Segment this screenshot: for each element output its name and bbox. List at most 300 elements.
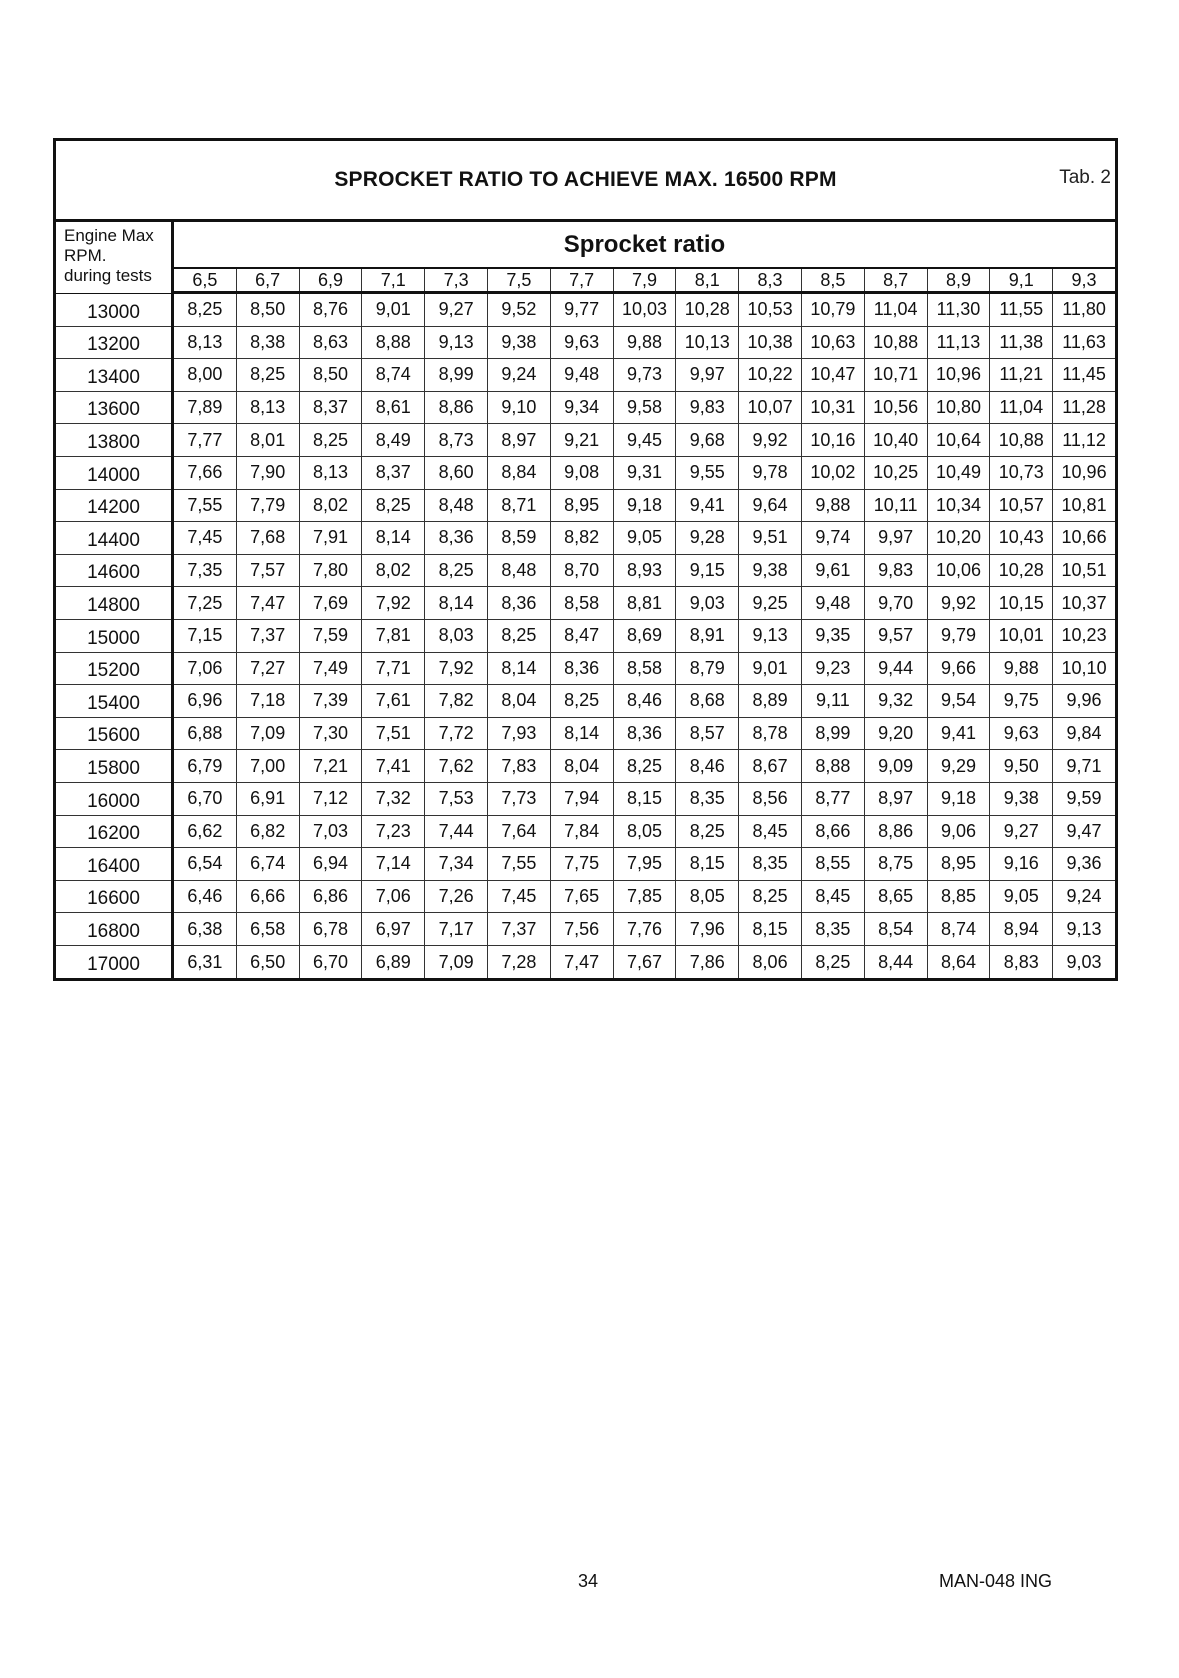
rpm-cell: 13600 — [56, 392, 171, 425]
rpm-cell: 14400 — [56, 522, 171, 555]
table-cell: 9,59 — [1066, 788, 1102, 809]
table-cell: 7,21 — [300, 750, 363, 782]
table-cell: 8,47 — [551, 620, 614, 652]
table-row — [174, 653, 1115, 686]
table-cell: 10,28 — [676, 294, 739, 326]
table-cell: 8,04 — [551, 750, 614, 782]
table-cell: 7,73 — [488, 783, 551, 815]
table-cell: 10,02 — [802, 457, 865, 489]
table-cell: 8,25 — [425, 555, 488, 587]
table-cell: 10,34 — [928, 490, 991, 522]
table-cell: 9,97 — [865, 522, 928, 554]
table-cell: 6,38 — [174, 913, 237, 945]
table-cell: 7,44 — [425, 816, 488, 848]
table-cell: 7,53 — [425, 783, 488, 815]
rpm-cell: 16200 — [56, 816, 171, 849]
table-cell: 11,80 — [1062, 299, 1106, 320]
table-cell: 9,29 — [928, 750, 991, 782]
ratio-header-cell: 8,3 — [739, 269, 802, 291]
table-cell: 11,04 — [865, 294, 928, 326]
table-cell: 6,66 — [237, 881, 300, 913]
table-cell: 8,25 — [551, 685, 614, 717]
table-cell: 7,56 — [551, 913, 614, 945]
ratio-header-cell: 8,9 — [928, 269, 991, 291]
table-cell: 7,82 — [425, 685, 488, 717]
table-cell: 8,99 — [425, 359, 488, 391]
table-cell: 8,06 — [739, 946, 802, 979]
table-cell: 7,25 — [174, 587, 237, 619]
table-cell: 11,04 — [990, 392, 1053, 424]
rpm-header-line: Engine Max — [64, 226, 154, 245]
table-cell: 7,32 — [362, 783, 425, 815]
table-cell: 7,61 — [362, 685, 425, 717]
table-row — [174, 359, 1115, 392]
table-cell: 9,78 — [739, 457, 802, 489]
table-cell: 8,15 — [739, 913, 802, 945]
table-cell: 9,92 — [928, 587, 991, 619]
table-cell: 7,37 — [237, 620, 300, 652]
table-cell: 7,64 — [488, 816, 551, 848]
table-cell: 7,85 — [614, 881, 677, 913]
table-cell: 8,60 — [425, 457, 488, 489]
table-cell: 10,13 — [676, 327, 739, 359]
data-rows — [174, 294, 1115, 978]
table-cell: 10,20 — [928, 522, 991, 554]
table-cell: 10,79 — [802, 294, 865, 326]
table-cell: 10,66 — [1061, 527, 1107, 548]
rpm-cell: 15600 — [56, 718, 171, 751]
table-row — [174, 750, 1115, 783]
table-row — [174, 685, 1115, 718]
table-cell: 9,88 — [990, 653, 1053, 685]
table-cell: 7,49 — [300, 653, 363, 685]
table-cell: 10,49 — [928, 457, 991, 489]
table-cell: 9,50 — [990, 750, 1053, 782]
table-cell: 7,26 — [425, 881, 488, 913]
table-cell: 9,38 — [488, 327, 551, 359]
table-cell: 9,52 — [488, 294, 551, 326]
table-cell: 8,25 — [362, 490, 425, 522]
rpm-cell: 13400 — [56, 359, 171, 392]
table-cell: 9,16 — [990, 848, 1053, 880]
table-cell: 8,14 — [551, 718, 614, 750]
sprocket-ratio-table — [53, 138, 1118, 981]
table-cell: 9,92 — [739, 424, 802, 456]
table-body — [56, 222, 1115, 978]
table-cell: 8,48 — [425, 490, 488, 522]
table-cell: 10,56 — [865, 392, 928, 424]
table-cell: 9,70 — [865, 587, 928, 619]
table-cell: 9,34 — [551, 392, 614, 424]
table-cell: 8,95 — [551, 490, 614, 522]
table-cell: 7,17 — [425, 913, 488, 945]
table-cell: 9,20 — [865, 718, 928, 750]
table-cell: 7,76 — [614, 913, 677, 945]
table-cell: 8,86 — [865, 816, 928, 848]
table-cell: 7,92 — [362, 587, 425, 619]
table-cell: 8,46 — [676, 750, 739, 782]
table-cell: 8,93 — [614, 555, 677, 587]
table-cell: 7,92 — [425, 653, 488, 685]
table-cell: 7,75 — [551, 848, 614, 880]
rpm-cell: 14800 — [56, 587, 171, 620]
table-cell: 9,38 — [990, 783, 1053, 815]
table-cell: 9,73 — [614, 359, 677, 391]
table-cell: 9,58 — [614, 392, 677, 424]
table-cell: 8,36 — [488, 587, 551, 619]
table-cell: 7,77 — [174, 424, 237, 456]
table-cell: 8,25 — [237, 359, 300, 391]
table-cell: 8,63 — [300, 327, 363, 359]
table-cell: 7,47 — [551, 946, 614, 979]
table-row — [174, 620, 1115, 653]
table-cell: 8,36 — [614, 718, 677, 750]
table-cell: 8,36 — [425, 522, 488, 554]
table-cell: 6,62 — [174, 816, 237, 848]
table-cell: 9,41 — [676, 490, 739, 522]
table-cell: 6,54 — [174, 848, 237, 880]
table-cell: 8,86 — [425, 392, 488, 424]
table-cell: 10,63 — [802, 327, 865, 359]
table-cell: 7,80 — [300, 555, 363, 587]
table-cell: 9,05 — [614, 522, 677, 554]
table-cell: 10,01 — [990, 620, 1053, 652]
ratio-header-cell: 6,7 — [237, 269, 300, 291]
table-cell: 6,70 — [300, 946, 363, 979]
table-cell: 11,45 — [1062, 364, 1106, 385]
table-cell: 7,59 — [300, 620, 363, 652]
table-cell: 7,35 — [174, 555, 237, 587]
table-cell: 8,64 — [928, 946, 991, 979]
table-cell: 7,65 — [551, 881, 614, 913]
table-cell: 9,48 — [551, 359, 614, 391]
table-cell: 8,13 — [300, 457, 363, 489]
table-cell: 8,94 — [990, 913, 1053, 945]
table-cell: 8,89 — [739, 685, 802, 717]
table-cell: 8,45 — [802, 881, 865, 913]
table-cell: 7,57 — [237, 555, 300, 587]
table-cell: 8,69 — [614, 620, 677, 652]
table-cell: 9,64 — [739, 490, 802, 522]
table-row — [174, 587, 1115, 620]
table-cell: 9,63 — [990, 718, 1053, 750]
rpm-header-line: RPM. — [64, 246, 107, 265]
table-cell: 8,14 — [425, 587, 488, 619]
table-cell: 7,34 — [425, 848, 488, 880]
table-cell: 8,36 — [551, 653, 614, 685]
table-cell: 7,41 — [362, 750, 425, 782]
table-cell: 10,25 — [865, 457, 928, 489]
table-cell: 9,38 — [739, 555, 802, 587]
table-cell: 7,55 — [174, 490, 237, 522]
table-row — [174, 913, 1115, 946]
table-cell: 9,66 — [928, 653, 991, 685]
table-cell: 8,76 — [300, 294, 363, 326]
table-cell: 8,77 — [802, 783, 865, 815]
table-cell: 9,25 — [739, 587, 802, 619]
table-cell: 8,05 — [614, 816, 677, 848]
table-cell: 9,06 — [928, 816, 991, 848]
table-cell: 9,97 — [676, 359, 739, 391]
table-row — [174, 522, 1115, 555]
table-cell: 8,54 — [865, 913, 928, 945]
table-cell: 7,66 — [174, 457, 237, 489]
table-cell: 9,63 — [551, 327, 614, 359]
table-cell: 8,58 — [614, 653, 677, 685]
table-cell: 6,96 — [174, 685, 237, 717]
table-cell: 9,01 — [362, 294, 425, 326]
table-cell: 8,59 — [488, 522, 551, 554]
table-cell: 9,83 — [676, 392, 739, 424]
rpm-cell: 16600 — [56, 881, 171, 914]
table-cell: 9,61 — [802, 555, 865, 587]
table-cell: 10,38 — [739, 327, 802, 359]
table-cell: 8,71 — [488, 490, 551, 522]
rpm-cell: 16400 — [56, 848, 171, 881]
table-cell: 6,46 — [174, 881, 237, 913]
table-cell: 6,94 — [300, 848, 363, 880]
table-cell: 8,83 — [990, 946, 1053, 979]
table-cell: 10,15 — [990, 587, 1053, 619]
table-cell: 8,13 — [174, 327, 237, 359]
rpm-cell: 13000 — [56, 294, 171, 327]
table-cell: 10,80 — [928, 392, 991, 424]
table-cell: 9,11 — [802, 685, 865, 717]
table-cell: 10,64 — [928, 424, 991, 456]
table-cell: 7,93 — [488, 718, 551, 750]
table-cell: 9,21 — [551, 424, 614, 456]
table-cell: 10,11 — [865, 490, 928, 522]
table-cell: 8,38 — [237, 327, 300, 359]
table-cell: 10,47 — [802, 359, 865, 391]
table-cell: 8,88 — [362, 327, 425, 359]
table-cell: 8,67 — [739, 750, 802, 782]
table-cell: 9,01 — [739, 653, 802, 685]
table-cell: 9,74 — [802, 522, 865, 554]
ratio-header-cell: 6,5 — [174, 269, 237, 291]
table-cell: 7,90 — [237, 457, 300, 489]
table-title: SPROCKET RATIO TO ACHIEVE MAX. 16500 RPM — [334, 168, 837, 191]
table-cell: 10,53 — [739, 294, 802, 326]
table-cell: 9,48 — [802, 587, 865, 619]
table-row — [174, 783, 1115, 816]
table-cell: 9,03 — [676, 587, 739, 619]
table-cell: 6,91 — [237, 783, 300, 815]
table-cell: 9,88 — [802, 490, 865, 522]
table-cell: 9,75 — [990, 685, 1053, 717]
table-cell: 8,57 — [676, 718, 739, 750]
table-cell: 10,37 — [1061, 592, 1107, 613]
table-cell: 9,05 — [990, 881, 1053, 913]
table-cell: 6,86 — [300, 881, 363, 913]
table-cell: 7,96 — [676, 913, 739, 945]
table-row — [174, 457, 1115, 490]
table-cell: 8,02 — [300, 490, 363, 522]
table-cell: 9,44 — [865, 653, 928, 685]
table-cell: 9,08 — [551, 457, 614, 489]
table-cell: 9,24 — [1066, 885, 1102, 906]
table-row — [174, 848, 1115, 881]
table-cell: 8,56 — [739, 783, 802, 815]
table-cell: 7,12 — [300, 783, 363, 815]
table-cell: 8,82 — [551, 522, 614, 554]
table-cell: 9,32 — [865, 685, 928, 717]
table-cell: 7,45 — [488, 881, 551, 913]
rpm-cell: 13200 — [56, 327, 171, 360]
table-cell: 8,95 — [928, 848, 991, 880]
table-cell: 8,79 — [676, 653, 739, 685]
table-cell: 8,05 — [676, 881, 739, 913]
table-cell: 8,97 — [865, 783, 928, 815]
table-cell: 7,09 — [237, 718, 300, 750]
table-cell: 9,03 — [1066, 951, 1102, 972]
table-cell: 6,70 — [174, 783, 237, 815]
table-cell: 8,25 — [614, 750, 677, 782]
table-cell: 7,45 — [174, 522, 237, 554]
table-row — [174, 881, 1115, 914]
table-cell: 10,96 — [928, 359, 991, 391]
table-cell: 10,73 — [990, 457, 1053, 489]
table-cell: 10,23 — [1061, 625, 1107, 646]
table-cell: 8,85 — [928, 881, 991, 913]
table-cell: 7,00 — [237, 750, 300, 782]
table-cell: 9,13 — [1066, 918, 1102, 939]
table-cell: 7,68 — [237, 522, 300, 554]
table-cell: 9,27 — [425, 294, 488, 326]
table-cell: 8,25 — [676, 816, 739, 848]
table-cell: 10,28 — [990, 555, 1053, 587]
ratio-header-cell: 6,9 — [300, 269, 363, 291]
table-cell: 6,82 — [237, 816, 300, 848]
ratio-header-cell: 9,3 — [1071, 269, 1097, 290]
table-cell: 8,02 — [362, 555, 425, 587]
table-cell: 7,15 — [174, 620, 237, 652]
table-cell: 9,88 — [614, 327, 677, 359]
table-cell: 7,14 — [362, 848, 425, 880]
rpm-cell: 17000 — [87, 954, 140, 976]
table-cell: 6,31 — [174, 946, 237, 979]
table-cell: 6,89 — [362, 946, 425, 979]
table-cell: 7,39 — [300, 685, 363, 717]
table-cell: 7,09 — [425, 946, 488, 979]
table-cell: 8,68 — [676, 685, 739, 717]
rpm-cell: 14600 — [56, 555, 171, 588]
ratio-header-cell: 8,7 — [865, 269, 928, 291]
table-cell: 8,66 — [802, 816, 865, 848]
table-cell: 9,51 — [739, 522, 802, 554]
table-row — [174, 946, 1115, 979]
table-cell: 9,35 — [802, 620, 865, 652]
page-number: 34 — [578, 1571, 599, 1591]
ratio-header-cell: 9,1 — [990, 269, 1053, 291]
table-cell: 8,84 — [488, 457, 551, 489]
table-cell: 7,91 — [300, 522, 363, 554]
table-cell: 7,62 — [425, 750, 488, 782]
table-cell: 11,55 — [990, 294, 1053, 326]
ratio-header-cell: 7,3 — [425, 269, 488, 291]
rpm-cell: 16000 — [56, 783, 171, 816]
rpm-cell: 15200 — [56, 653, 171, 686]
table-cell: 9,27 — [990, 816, 1053, 848]
table-cell: 8,73 — [425, 424, 488, 456]
table-row — [174, 490, 1115, 523]
table-cell: 8,46 — [614, 685, 677, 717]
table-cell: 9,71 — [1066, 755, 1102, 776]
table-cell: 10,57 — [990, 490, 1053, 522]
table-cell: 8,44 — [865, 946, 928, 979]
table-cell: 9,45 — [614, 424, 677, 456]
table-cell: 10,22 — [739, 359, 802, 391]
table-cell: 10,71 — [865, 359, 928, 391]
rpm-cell: 14000 — [56, 457, 171, 490]
table-cell: 10,51 — [1061, 560, 1107, 581]
document-code: MAN-048 ING — [939, 1571, 1053, 1591]
table-row — [174, 718, 1115, 751]
table-cell: 10,43 — [990, 522, 1053, 554]
table-cell: 9,83 — [865, 555, 928, 587]
table-cell: 8,15 — [676, 848, 739, 880]
table-cell: 9,57 — [865, 620, 928, 652]
table-cell: 8,74 — [928, 913, 991, 945]
table-cell: 7,79 — [237, 490, 300, 522]
table-cell: 9,96 — [1066, 690, 1102, 711]
table-cell: 8,00 — [174, 359, 237, 391]
table-cell: 8,78 — [739, 718, 802, 750]
rpm-column-header — [56, 222, 171, 294]
table-cell: 6,88 — [174, 718, 237, 750]
table-cell: 10,40 — [865, 424, 928, 456]
table-cell: 7,28 — [488, 946, 551, 979]
tab-label: Tab. 2 — [1059, 167, 1111, 188]
table-cell: 8,58 — [551, 587, 614, 619]
table-cell: 9,09 — [865, 750, 928, 782]
table-cell: 7,94 — [551, 783, 614, 815]
table-cell: 8,35 — [676, 783, 739, 815]
table-cell: 7,30 — [300, 718, 363, 750]
ratio-columns — [174, 222, 1115, 978]
table-cell: 9,10 — [488, 392, 551, 424]
table-cell: 8,25 — [739, 881, 802, 913]
table-cell: 7,06 — [362, 881, 425, 913]
table-row — [174, 327, 1115, 360]
rpm-cell: 16800 — [56, 913, 171, 946]
table-cell: 9,54 — [928, 685, 991, 717]
table-cell: 9,13 — [739, 620, 802, 652]
table-cell: 10,31 — [802, 392, 865, 424]
table-row — [174, 392, 1115, 425]
table-cell: 8,37 — [362, 457, 425, 489]
table-cell: 9,55 — [676, 457, 739, 489]
table-cell: 8,14 — [488, 653, 551, 685]
table-cell: 8,97 — [488, 424, 551, 456]
table-cell: 9,84 — [1066, 723, 1102, 744]
table-cell: 9,18 — [614, 490, 677, 522]
table-cell: 9,15 — [676, 555, 739, 587]
table-cell: 7,67 — [614, 946, 677, 979]
table-cell: 7,47 — [237, 587, 300, 619]
table-cell: 8,48 — [488, 555, 551, 587]
table-cell: 11,38 — [990, 327, 1053, 359]
table-cell: 8,14 — [362, 522, 425, 554]
rpm-cell: 14200 — [56, 490, 171, 523]
table-cell: 9,41 — [928, 718, 991, 750]
table-cell: 9,31 — [614, 457, 677, 489]
table-cell: 7,37 — [488, 913, 551, 945]
table-cell: 8,81 — [614, 587, 677, 619]
table-cell: 7,71 — [362, 653, 425, 685]
ratio-header-cell: 7,5 — [488, 269, 551, 291]
ratio-header-cell: 7,7 — [551, 269, 614, 291]
